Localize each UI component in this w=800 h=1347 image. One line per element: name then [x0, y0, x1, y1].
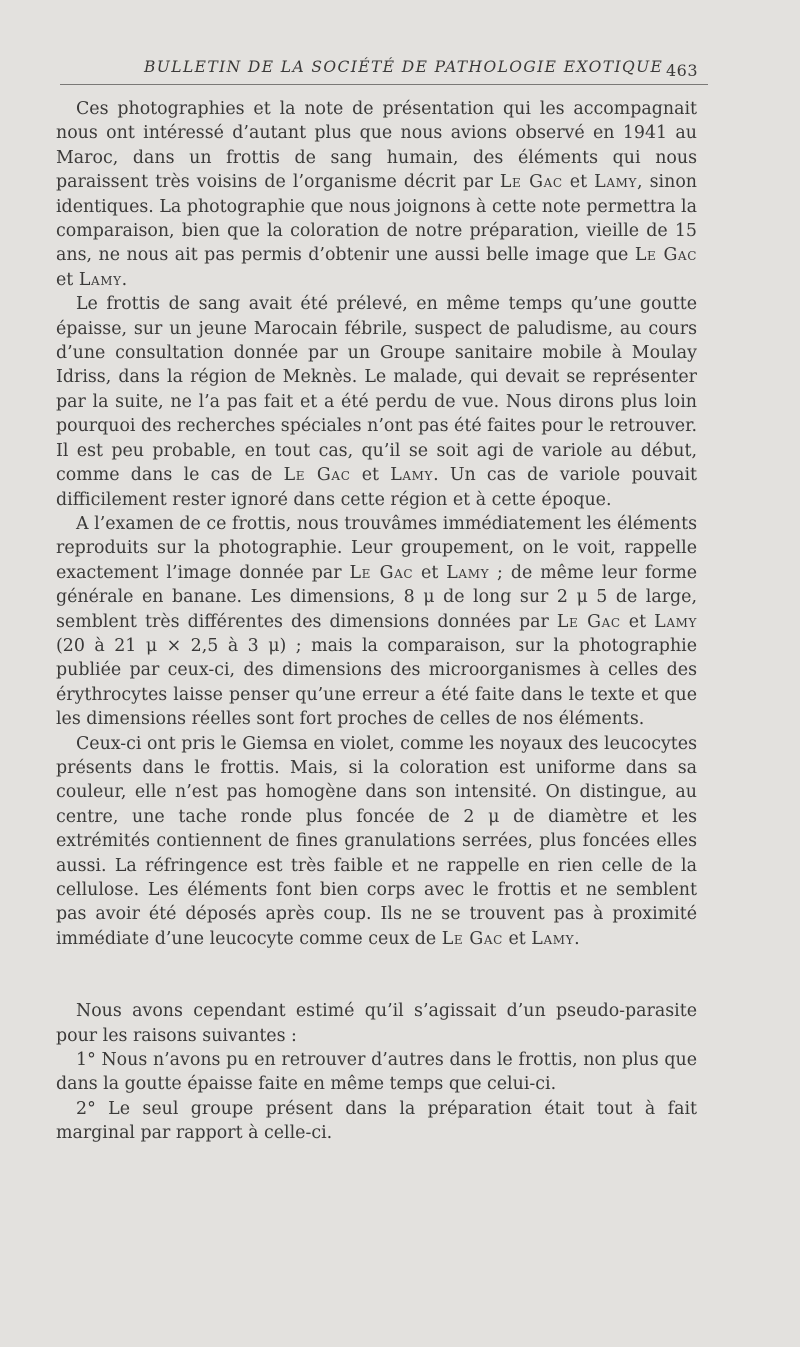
author-name: Lamy — [446, 562, 490, 583]
author-name: Le Gac — [441, 928, 503, 949]
text-run: . — [121, 269, 128, 290]
text-run: . Un cas de variole pouvait difficilement rester ignoré dans cette région et à cette époque. — [56, 465, 698, 510]
paragraph-reason-2 — [56, 1097, 697, 1146]
author-name: Le Gac — [283, 465, 351, 486]
text-run: et — [562, 172, 595, 193]
running-title: BULLETIN DE LA SOCIÉTÉ DE PATHOLOGIE EXOTIQUE — [144, 58, 664, 76]
text-run: et — [502, 928, 532, 949]
text-run: 2° Le seul groupe présent dans la préparation était tout à fait marginal par rapport à celle-ci. — [56, 1098, 697, 1144]
text-run: ; de même leur forme générale en banane. Les dimensions, 8 μ de long sur 2 μ 5 de large, semblent très différentes des dimensions données par — [56, 562, 697, 632]
page-header — [60, 58, 708, 82]
text-run: . — [574, 928, 580, 949]
author-name: Lamy — [78, 269, 122, 290]
author-name: Le Gac — [349, 562, 414, 583]
paragraph-blood-smear — [56, 292, 697, 512]
author-name: Le Gac — [499, 172, 563, 193]
author-name: Lamy — [654, 611, 697, 632]
text-run: et — [56, 269, 79, 290]
text-run: Le frottis de sang avait été prélevé, en même temps qu’une goutte épaisse, sur un jeune Marocain fébrile, suspect de paludisme, au cours d’une consultation donnée par un Groupe sanitaire mobile à Moulay Idriss, dans la région de Meknès. Le malade, qui devait se représenter par la suite, ne l’a pas fait et a été perdu de vue. Nous dirons plus loin pourquoi des recherches spéciales n’ont pas été faites pour le retrouver. Il est peu probable, en tout cas, qu’il se soit agi de variole au début, comme dans le cas de — [56, 294, 697, 486]
page-number: 463 — [665, 61, 698, 80]
text-run: Ces photographies et la note de présentation qui les accompagnait nous ont intéressé d’autant plus que nous avions observé en 1941 au Maroc, dans un frottis de sang humain, des éléments qui nous paraissent très voisins de l’organisme décrit par — [56, 99, 697, 193]
text-run: 1° Nous n’avons pu en retrouver d’autres dans le frottis, non plus que dans la goutte épaisse faite en même temps que celui-ci. — [56, 1050, 697, 1095]
header-rule — [60, 84, 708, 85]
author-name: Lamy — [531, 928, 575, 949]
text-run: et — [620, 611, 655, 632]
author-name: Lamy — [390, 465, 434, 486]
author-name: Le Gac — [556, 611, 621, 632]
paragraph-giemsa-staining — [56, 732, 697, 952]
author-name: Lamy — [594, 172, 637, 193]
text-run: Ceux-ci ont pris le Giemsa en violet, comme les noyaux des leucocytes présents dans le frottis. Mais, si la coloration est uniforme dans sa couleur, elle n’est pas homogène dans son intensité. On distingue, au centre, une tache ronde plus foncée de 2 μ de diamètre et les extrémités contiennent de fines granulations serrées, plus foncées elles aussi. La réfringence est très faible et ne rappelle en rien celle de la cellulose. Les éléments font bien corps avec le frottis et ne semblent pas avoir été déposés après coup. Ils ne se trouvent pas à proximité immédiate d’une leucocyte comme ceux de — [56, 733, 697, 949]
text-run: Nous avons cependant estimé qu’il s’agissait d’un pseudo-parasite pour les raisons suivantes : — [56, 1001, 697, 1046]
text-run: et — [413, 562, 447, 583]
text-run: (20 à 21 μ × 2,5 à 3 μ) ; mais la comparaison, sur la photographie publiée par ceux-ci, des dimensions des microorganismes à celles des érythrocytes laisse penser qu’une erreur a été faite dans le texte et que les dimensions réelles sont fort proches de celles de nos éléments. — [56, 635, 697, 730]
paragraph-pseudo-parasite — [56, 999, 697, 1048]
author-name: Le Gac — [634, 245, 697, 266]
text-run: A l’examen de ce frottis, nous trouvâmes immédiatement les éléments reproduits sur la photographie. Leur groupement, on le voit, rappelle exactement l’image donnée par — [56, 513, 697, 583]
paragraph-photographs-note — [56, 97, 697, 292]
article-body — [56, 97, 697, 1146]
text-run: , sinon identiques. La photographie que nous joignons à cette note permettra la comparaison, bien que la coloration de notre préparation, vieille de 15 ans, ne nous ait pas permis d’obtenir une aussi belle image que — [56, 172, 697, 266]
paragraph-examination — [56, 512, 697, 732]
text-run: et — [350, 465, 391, 486]
paragraph-reason-1 — [56, 1048, 697, 1097]
